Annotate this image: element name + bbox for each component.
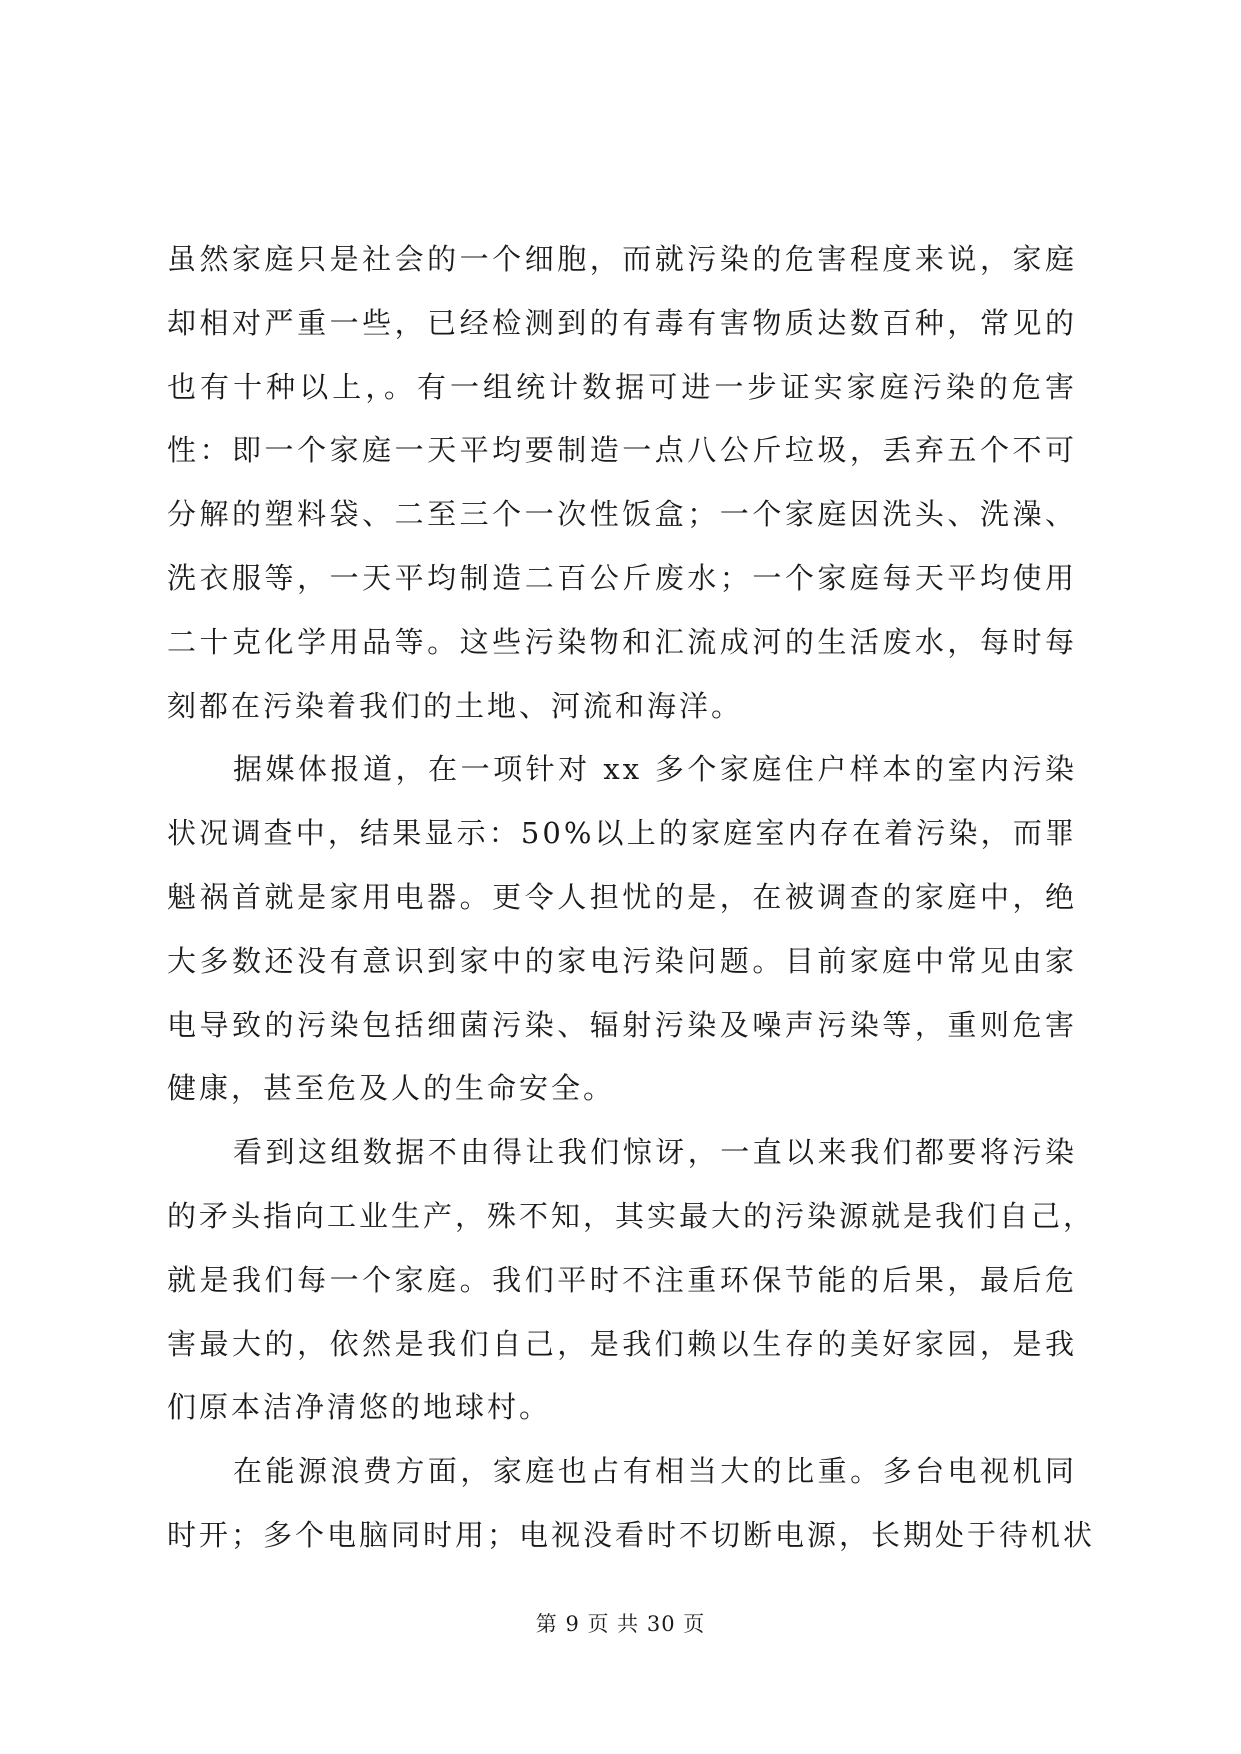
text-line: 在能源浪费方面，家庭也占有相当大的比重。多台电视机同	[233, 1454, 1077, 1489]
text-line: 刻都在污染着我们的土地、河流和海洋。	[167, 688, 744, 723]
paragraph-2	[167, 738, 1077, 1121]
text-line: 就是我们每一个家庭。我们平时不注重环保节能的后果，最后危	[167, 1262, 1077, 1297]
text-line: 性：即一个家庭一天平均要制造一点八公斤垃圾，丢弃五个不可	[167, 433, 1077, 468]
text-line: 害最大的，依然是我们自己，是我们赖以生存的美好家园，是我	[167, 1326, 1077, 1361]
text-line: 的矛头指向工业生产，殊不知，其实最大的污染源就是我们自己，	[167, 1198, 1096, 1233]
text-line: 魁祸首就是家用电器。更令人担忧的是，在被调查的家庭中，绝	[167, 879, 1077, 914]
text-line: 二十克化学用品等。这些污染物和汇流成河的生活废水，每时每	[167, 624, 1077, 659]
text-line: 大多数还没有意识到家中的家电污染问题。目前家庭中常见由家	[167, 943, 1077, 978]
document-body	[167, 228, 1096, 1568]
text-line: 也有十种以上，。有一组统计数据可进一步证实家庭污染的危害	[167, 369, 1077, 404]
text-line: 时开；多个电脑同时用；电视没看时不切断电源，长期处于待机状	[167, 1517, 1096, 1552]
text-line: 虽然家庭只是社会的一个细胞，而就污染的危害程度来说，家庭	[167, 242, 1077, 276]
paragraph-3	[167, 1121, 1096, 1440]
text-line: 分解的塑料袋、二至三个一次性饭盒；一个家庭因洗头、洗澡、	[167, 497, 1077, 532]
page-number-footer: 第 9 页 共 30 页	[535, 1612, 706, 1636]
text-line: 状况调查中，结果显示：50%以上的家庭室内存在着污染，而罪	[167, 816, 1077, 851]
text-line: 据媒体报道，在一项针对 xx 多个家庭住户样本的室内污染	[233, 752, 1077, 787]
text-line: 看到这组数据不由得让我们惊讶，一直以来我们都要将污染	[233, 1135, 1077, 1170]
text-line: 们原本洁净清悠的地球村。	[167, 1390, 552, 1425]
text-line: 电导致的污染包括细菌污染、辐射污染及噪声污染等，重则危害	[167, 1007, 1077, 1042]
text-line: 健康，甚至危及人的生命安全。	[167, 1071, 616, 1106]
paragraph-4	[167, 1440, 1096, 1568]
text-line: 却相对严重一些，已经检测到的有毒有害物质达数百种，常见的	[167, 305, 1077, 340]
text-line: 洗衣服等，一天平均制造二百公斤废水；一个家庭每天平均使用	[167, 560, 1077, 595]
paragraph-1	[167, 228, 1077, 738]
